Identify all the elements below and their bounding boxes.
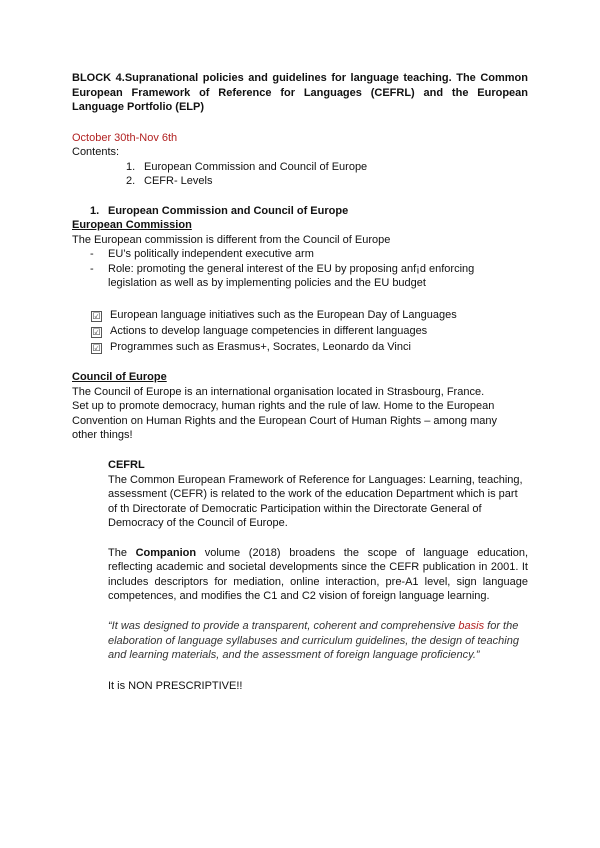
companion-line: includes descriptors for mediation, online interaction, pre-A1 level, sign language — [108, 576, 528, 588]
item-text: European Commission and Council of Europe — [144, 161, 368, 173]
coe-heading: Council of Europe — [72, 371, 167, 383]
check-text: Actions to develop language competencies in different languages — [110, 325, 428, 337]
section-number: 1. — [90, 205, 100, 217]
checkbox-checked-icon: ☑ — [92, 311, 101, 321]
coe-line: other things! — [72, 429, 133, 441]
text: The — [108, 547, 127, 559]
companion-line: reflecting academic and societal developments since the CEFR publication in 2001. It — [108, 561, 528, 573]
checkbox-checked-icon: ☑ — [92, 327, 101, 337]
cefrl-line: The Common European Framework of Reference for Languages: Learning, teaching, — [108, 474, 523, 486]
check-text: European language initiatives such as the European Day of Languages — [110, 309, 457, 321]
title-line: Language Portfolio (ELP) — [72, 101, 204, 113]
contents-item — [126, 174, 213, 188]
companion-line: competences, and modifies the C1 and C2 vision of foreign language learning. — [108, 590, 490, 602]
contents-label: Contents: — [72, 146, 120, 158]
check-text: Programmes such as Erasmus+, Socrates, Leonardo da Vinci — [110, 341, 411, 353]
cefrl-line: assessment (CEFR) is related to the work of the education Department which is part — [108, 488, 518, 500]
companion-bold: Companion — [135, 547, 197, 559]
bullet-marker: - — [90, 248, 94, 260]
text: for the — [487, 620, 519, 632]
quote-line — [108, 619, 518, 633]
check-item — [91, 308, 457, 322]
item-number: 2. — [126, 175, 136, 187]
date: October 30th-Nov 6th — [72, 132, 178, 144]
ec-heading: European Commission — [72, 219, 192, 231]
check-item — [91, 340, 411, 354]
title-line: BLOCK 4.Supranational policies and guidelines for language teaching. The Common — [72, 72, 528, 84]
bullet-item: Role: promoting the general interest of the EU by proposing anf¡d enforcing — [108, 263, 475, 275]
highlighted-word: basis — [458, 620, 485, 632]
bullet-marker: - — [90, 263, 94, 275]
text: “It was designed to provide a transparent, coherent and comprehensive — [108, 620, 456, 632]
item-text: CEFR- Levels — [144, 175, 213, 187]
checkbox-checked-icon: ☑ — [92, 343, 101, 353]
section-title: European Commission and Council of Europe — [108, 205, 349, 217]
coe-line: The Council of Europe is an international organisation located in Strasbourg, France. — [72, 386, 485, 398]
closing-statement: It is NON PRESCRIPTIVE!! — [108, 680, 243, 692]
bullet-item: EU’s politically independent executive arm — [108, 248, 314, 260]
quote-line: and learning materials, and the assessment of foreign language proficiency.” — [108, 649, 480, 661]
bullet-item-continued: legislation as well as by implementing policies and the EU budget — [108, 277, 426, 289]
title-line: European Framework of Reference for Languages (CEFRL) and the European — [72, 87, 528, 99]
cefrl-line: of th Directorate of Democratic Participation within the Directorate General of — [108, 503, 482, 515]
check-item — [91, 324, 427, 338]
cefrl-line: Democracy of the Council of Europe. — [108, 517, 288, 529]
coe-line: Convention on Human Rights and the European Court of Human Rights – among many — [72, 415, 497, 427]
section-heading — [90, 204, 349, 218]
companion-line — [108, 546, 528, 560]
ec-intro: The European commission is different from the Council of Europe — [72, 234, 391, 246]
contents-item — [126, 160, 368, 174]
cefrl-heading: CEFRL — [108, 459, 145, 471]
item-number: 1. — [126, 161, 136, 173]
quote-line: elaboration of language syllabuses and curriculum guidelines, the design of teaching — [108, 635, 519, 647]
coe-line: Set up to promote democracy, human rights and the rule of law. Home to the European — [72, 400, 495, 412]
text: volume (2018) broadens the scope of language education, — [204, 547, 528, 559]
